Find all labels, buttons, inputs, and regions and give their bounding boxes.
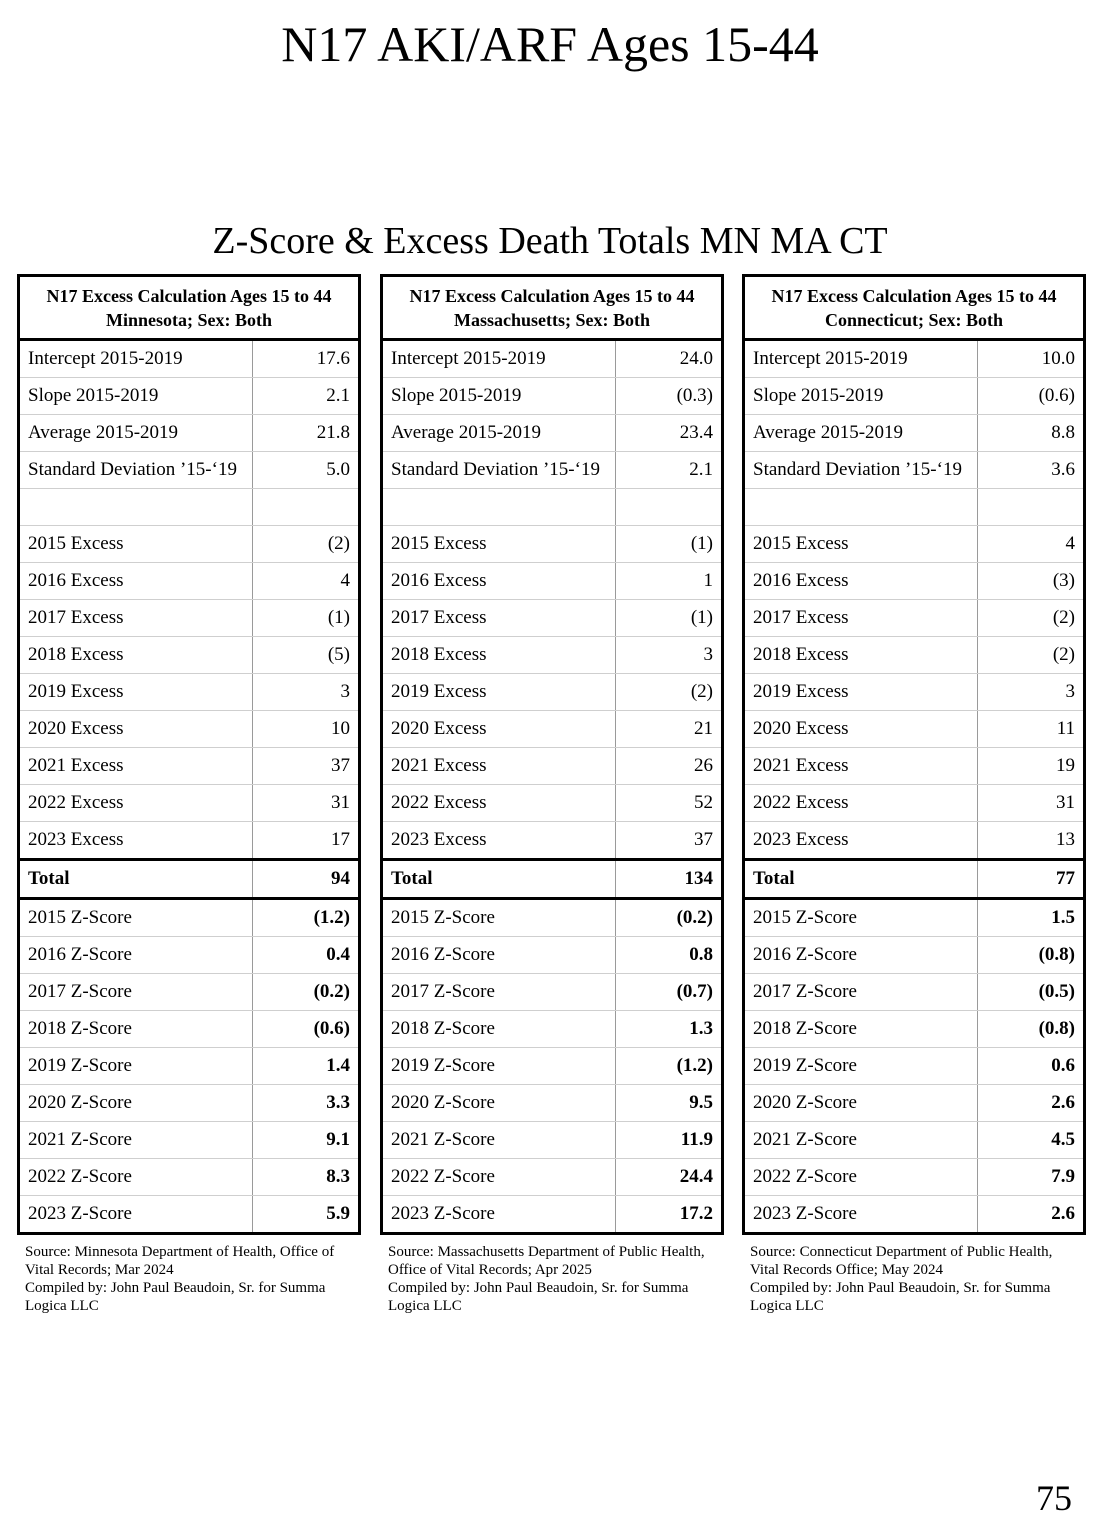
row-value: 5.9 [253,1196,360,1234]
table-header [382,276,723,340]
excess-row [382,600,723,637]
zscore-row [744,1011,1085,1048]
row-label: 2019 Z-Score [382,1048,616,1085]
row-value: 52 [616,785,723,822]
row-label: Standard Deviation ’15-‘19 [744,452,978,489]
row-label: 2021 Z-Score [19,1122,253,1159]
stat-row [382,378,723,415]
row-value: 2.1 [616,452,723,489]
row-value: (3) [978,563,1085,600]
stat-row [382,452,723,489]
row-label: 2023 Z-Score [28,1203,132,1224]
row-label: 2017 Excess [382,600,616,637]
calc-panel [742,274,1083,1315]
row-value: (2) [616,674,723,711]
excess-row [744,785,1085,822]
row-value: (1.2) [616,1048,723,1085]
excess-row [19,785,360,822]
row-value: (0.6) [253,1011,360,1048]
row-label: 2020 Z-Score [382,1085,616,1122]
row-value: 10 [253,711,360,748]
row-label: 2020 Excess [744,711,978,748]
row-label: 2020 Z-Score [744,1085,978,1122]
row-value: (1) [253,600,360,637]
row-value: 26 [616,748,723,785]
zscore-row [744,1122,1085,1159]
row-value: 2.6 [978,1085,1085,1122]
total-row [744,860,1085,899]
zscore-row [19,1196,360,1234]
stat-row [744,340,1085,378]
row-value: 8.8 [978,415,1085,452]
blank-row [19,489,360,526]
row-value: (0.2) [616,899,723,937]
row-label: 2022 Z-Score [382,1159,616,1196]
source-note [388,1243,718,1315]
row-value: 21.8 [253,415,360,452]
row-label: 2015 Excess [382,526,616,563]
table-header-subtitle: Massachusetts; Sex: Both [454,309,650,330]
table-header-title: N17 Excess Calculation Ages 15 to 44 [409,285,695,306]
row-value: 4.5 [978,1122,1085,1159]
zscore-row [382,1159,723,1196]
row-label: Average 2015-2019 [19,415,253,452]
zscore-row [19,974,360,1011]
row-label: 2020 Excess [19,711,253,748]
zscore-row [19,1048,360,1085]
row-label: 2017 Excess [19,600,253,637]
calc-panel [380,274,721,1315]
excess-row [744,674,1085,711]
excess-row [382,711,723,748]
row-value: 11 [978,711,1085,748]
excess-table [17,274,361,1235]
source-note [750,1243,1080,1315]
row-value: (0.8) [978,937,1085,974]
row-label: 2016 Excess [744,563,978,600]
excess-row [744,526,1085,563]
total-value: 94 [253,860,360,899]
row-value: 2.6 [978,1196,1085,1234]
source-line: Source: Massachusetts Department of Public Health, Office of Vital Records; Apr 2025 [388,1244,705,1278]
row-label: 2021 Excess [19,748,253,785]
source-line: Compiled by: John Paul Beaudoin, Sr. for Summa Logica LLC [750,1280,1051,1314]
row-value: 10.0 [978,340,1085,378]
stat-row [744,452,1085,489]
excess-row [744,637,1085,674]
row-label: 2018 Z-Score [19,1011,253,1048]
row-value: 23.4 [616,415,723,452]
row-value: (1) [616,600,723,637]
stat-row [19,415,360,452]
excess-row [382,785,723,822]
stat-row [744,378,1085,415]
row-value: (0.2) [253,974,360,1011]
row-value: (0.8) [978,1011,1085,1048]
excess-row [19,600,360,637]
row-label: 2015 Excess [744,526,978,563]
zscore-row [19,937,360,974]
row-value: 1.4 [253,1048,360,1085]
excess-row [382,526,723,563]
row-label: 2018 Z-Score [382,1011,616,1048]
row-label: 2016 Z-Score [382,937,616,974]
excess-row [744,600,1085,637]
zscore-row [19,1122,360,1159]
zscore-row [382,1196,723,1234]
row-value: 21 [616,711,723,748]
row-label: Standard Deviation ’15-‘19 [382,452,616,489]
source-line: Source: Minnesota Department of Health, Office of Vital Records; Mar 2024 [25,1244,335,1278]
row-value: (0.5) [978,974,1085,1011]
row-label: 2022 Excess [744,785,978,822]
excess-row [19,526,360,563]
total-label: Total [19,860,253,899]
section-title: Z-Score & Excess Death Totals MN MA CT [212,220,888,262]
zscore-row [744,974,1085,1011]
row-value: (1.2) [253,899,360,937]
row-label: 2023 Excess [382,822,616,860]
row-label: Intercept 2015-2019 [744,340,978,378]
stat-row [19,452,360,489]
total-row [19,860,360,899]
row-value: (2) [253,526,360,563]
row-label: 2019 Excess [744,674,978,711]
stat-row [744,415,1085,452]
page-number: 75 [1036,1478,1072,1518]
row-label: 2021 Excess [382,748,616,785]
zscore-row [382,1122,723,1159]
row-label: 2023 Z-Score [391,1203,495,1224]
row-value: 17.2 [616,1196,723,1234]
row-value: 31 [253,785,360,822]
row-label: 2018 Excess [744,637,978,674]
zscore-row [382,1048,723,1085]
row-label: 2017 Excess [744,600,978,637]
zscore-row [744,1085,1085,1122]
blank-row [744,489,1085,526]
total-label: Total [744,860,978,899]
row-label: 2021 Z-Score [744,1122,978,1159]
row-value: 1.5 [978,899,1085,937]
row-value: (0.3) [616,378,723,415]
row-value: (2) [978,600,1085,637]
zscore-row [382,937,723,974]
table-header-subtitle: Minnesota; Sex: Both [106,309,272,330]
stat-row [19,340,360,378]
zscore-row [744,937,1085,974]
excess-row [19,637,360,674]
zscore-row [744,1159,1085,1196]
row-value: 3 [253,674,360,711]
row-label: Intercept 2015-2019 [19,340,253,378]
row-label: 2022 Excess [382,785,616,822]
excess-row [382,637,723,674]
blank-row [382,489,723,526]
row-value: 19 [978,748,1085,785]
row-label: 2017 Z-Score [19,974,253,1011]
row-value: 2.1 [253,378,360,415]
row-label: 2020 Z-Score [19,1085,253,1122]
row-value: 1 [616,563,723,600]
stat-row [382,415,723,452]
page-title: N17 AKI/ARF Ages 15-44 [281,16,819,72]
row-label: 2022 Excess [19,785,253,822]
row-value: 11.9 [616,1122,723,1159]
row-label: 2021 Z-Score [382,1122,616,1159]
row-label: 2019 Z-Score [19,1048,253,1085]
excess-row [382,822,723,860]
row-value: 31 [978,785,1085,822]
row-label: 2018 Z-Score [744,1011,978,1048]
zscore-row [382,1085,723,1122]
table-header-title: N17 Excess Calculation Ages 15 to 44 [46,285,332,306]
excess-row [19,822,360,860]
excess-row [744,748,1085,785]
table-header-subtitle: Connecticut; Sex: Both [825,309,1003,330]
calc-panel [17,274,358,1315]
zscore-row [19,1085,360,1122]
excess-row [19,711,360,748]
row-label: 2023 Z-Score [753,1203,857,1224]
row-value: 5.0 [253,452,360,489]
zscore-row [19,1159,360,1196]
excess-row [19,748,360,785]
zscore-row [382,974,723,1011]
row-label: Slope 2015-2019 [744,378,978,415]
row-label: 2019 Excess [19,674,253,711]
row-label: 2016 Z-Score [19,937,253,974]
row-value: 13 [978,822,1085,860]
total-value: 134 [616,860,723,899]
zscore-row [744,1196,1085,1234]
row-value: 0.8 [616,937,723,974]
row-label: 2023 Excess [744,822,978,860]
row-label: 2019 Z-Score [744,1048,978,1085]
row-label: 2022 Z-Score [744,1159,978,1196]
row-label: 2022 Z-Score [19,1159,253,1196]
row-label: 2020 Excess [382,711,616,748]
row-label: 2019 Excess [382,674,616,711]
row-label: Average 2015-2019 [744,415,978,452]
row-value: 3 [978,674,1085,711]
row-label: 2016 Excess [382,563,616,600]
row-label: Standard Deviation ’15-‘19 [19,452,253,489]
source-line: Compiled by: John Paul Beaudoin, Sr. for Summa Logica LLC [25,1280,326,1314]
row-label: 2023 Excess [19,822,253,860]
excess-row [19,674,360,711]
row-label: 2017 Z-Score [382,974,616,1011]
row-value: 3.3 [253,1085,360,1122]
row-value: 3 [616,637,723,674]
row-label: 2015 Z-Score [382,899,616,937]
zscore-row [744,1048,1085,1085]
row-label: 2016 Z-Score [744,937,978,974]
row-value: 17 [253,822,360,860]
source-line: Source: Connecticut Department of Public Health, Vital Records Office; May 2024 [750,1244,1053,1278]
excess-table [380,274,724,1235]
excess-row [744,563,1085,600]
zscore-row [382,1011,723,1048]
excess-row [744,711,1085,748]
row-label: 2015 Z-Score [744,899,978,937]
stat-row [382,340,723,378]
row-value: 9.1 [253,1122,360,1159]
row-value: 0.6 [978,1048,1085,1085]
zscore-row [19,1011,360,1048]
row-value: 4 [978,526,1085,563]
total-row [382,860,723,899]
table-header-title: N17 Excess Calculation Ages 15 to 44 [771,285,1057,306]
excess-row [19,563,360,600]
row-value: (0.7) [616,974,723,1011]
row-value: 7.9 [978,1159,1085,1196]
row-value: 1.3 [616,1011,723,1048]
row-value: (1) [616,526,723,563]
row-label: 2017 Z-Score [744,974,978,1011]
source-line: Compiled by: John Paul Beaudoin, Sr. for Summa Logica LLC [388,1280,689,1314]
total-label: Total [382,860,616,899]
total-value: 77 [978,860,1085,899]
row-value: 24.0 [616,340,723,378]
row-value: (5) [253,637,360,674]
row-label: Intercept 2015-2019 [382,340,616,378]
row-value: 8.3 [253,1159,360,1196]
row-label: Slope 2015-2019 [382,378,616,415]
row-label: 2018 Excess [382,637,616,674]
excess-row [382,563,723,600]
excess-row [744,822,1085,860]
zscore-row [19,899,360,937]
table-header [744,276,1085,340]
excess-row [382,674,723,711]
row-value: 0.4 [253,937,360,974]
row-label: Average 2015-2019 [382,415,616,452]
excess-row [382,748,723,785]
source-note [25,1243,355,1315]
row-label: 2015 Excess [19,526,253,563]
excess-table [742,274,1086,1235]
row-label: 2015 Z-Score [19,899,253,937]
row-value: 4 [253,563,360,600]
row-value: 37 [253,748,360,785]
zscore-row [744,899,1085,937]
row-value: 37 [616,822,723,860]
row-label: 2018 Excess [19,637,253,674]
row-value: 24.4 [616,1159,723,1196]
row-label: 2016 Excess [19,563,253,600]
row-label: 2021 Excess [744,748,978,785]
row-value: 3.6 [978,452,1085,489]
stat-row [19,378,360,415]
row-label: Slope 2015-2019 [19,378,253,415]
row-value: 17.6 [253,340,360,378]
row-value: 9.5 [616,1085,723,1122]
table-header [19,276,360,340]
row-value: (2) [978,637,1085,674]
row-value: (0.6) [978,378,1085,415]
zscore-row [382,899,723,937]
